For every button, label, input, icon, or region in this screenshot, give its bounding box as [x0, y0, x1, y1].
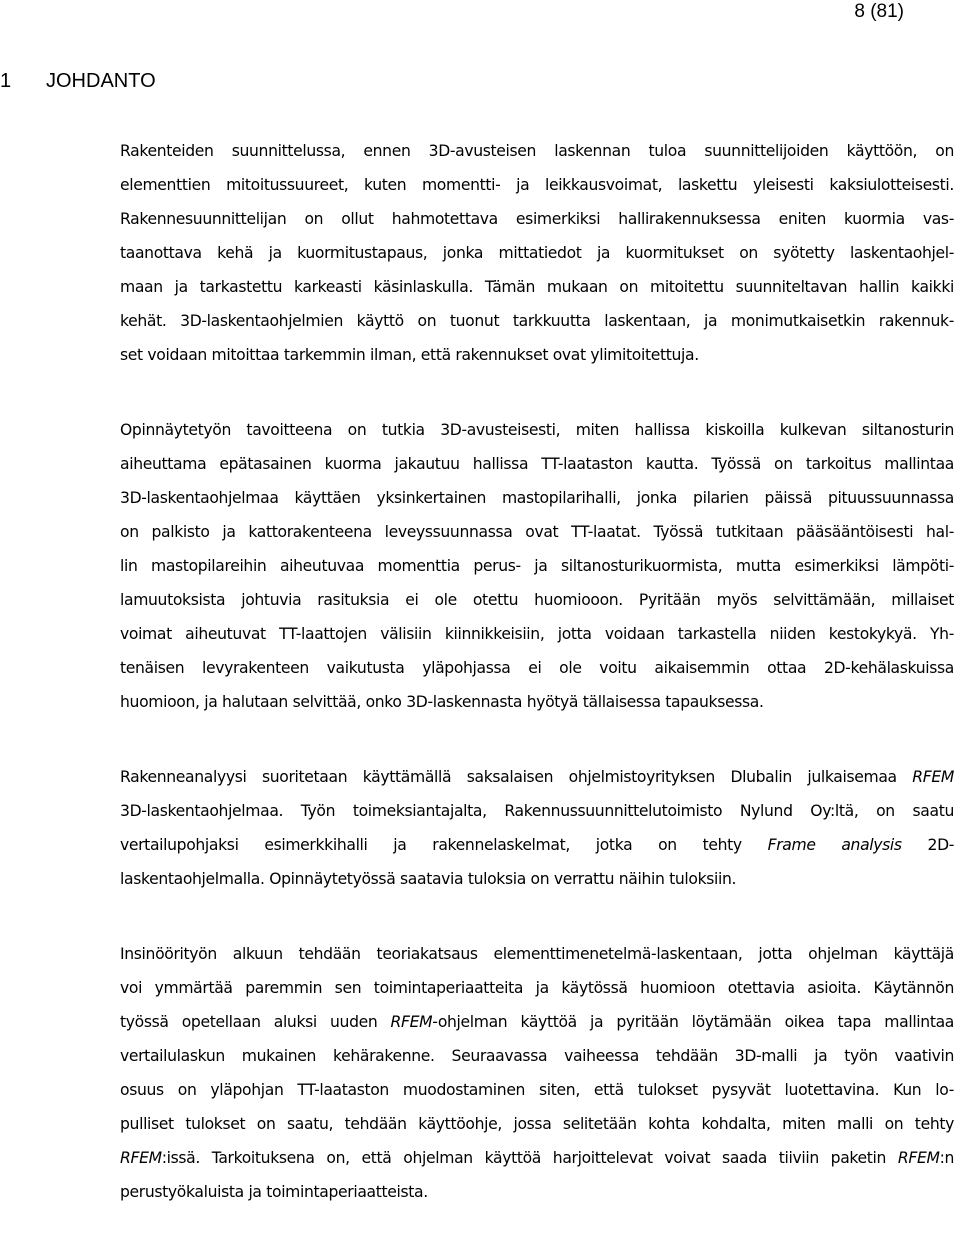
text-line — [120, 760, 954, 794]
text-run: voi ymmärtää paremmin sen toimintaperiaatteita ja käytössä huomioon otettavia asioita. Käytännön — [120, 979, 954, 997]
text-line — [120, 617, 954, 651]
text-run: elementtien mitoitussuureet, kuten momentti- ja leikkausvoimat, laskettu yleisesti kaksiulotteisesti. — [120, 176, 954, 194]
text-run: perustyökaluista ja toimintaperiaatteista. — [120, 1183, 428, 1201]
text-run: 2D- — [901, 836, 954, 854]
text-line — [120, 304, 954, 338]
text-line — [120, 549, 954, 583]
text-run: set voidaan mitoittaa tarkemmin ilman, että rakennukset ovat ylimitoitettuja. — [120, 346, 699, 364]
text-line — [120, 236, 954, 270]
text-line — [120, 134, 954, 168]
text-run: on palkisto ja kattorakenteena leveyssuunnassa ovat TT-laatat. Työssä tutkitaan pääsääntöisesti hal- — [120, 523, 954, 541]
paragraph — [120, 413, 954, 719]
text-line — [120, 828, 954, 862]
text-run: -ohjelman käyttöä ja pyritään löytämään oikea tapa mallintaa — [432, 1013, 954, 1031]
text-run: :issä. Tarkoituksena on, että ohjelman käyttöä harjoittelevat voivat saada tiiviin paketin — [161, 1149, 898, 1167]
paragraph — [120, 937, 954, 1209]
text-line — [120, 447, 954, 481]
text-run: voimat aiheutuvat TT-laattojen välisiin kiinnikkeisiin, jotta voidaan tarkastella niiden kestokykyä. Yh- — [120, 625, 954, 643]
text-line — [120, 338, 954, 372]
text-line — [120, 270, 954, 304]
text-run: taanottava kehä ja kuormitustapaus, jonka mittatiedot ja kuormitukset on syötetty laskentaohjel- — [120, 244, 954, 262]
text-line — [120, 651, 954, 685]
text-run: maan ja tarkastettu karkeasti käsinlaskulla. Tämän mukaan on mitoitettu suunniteltavan hallin kaikki — [120, 278, 954, 296]
text-run: huomioon, ja halutaan selvittää, onko 3D-laskennasta hyötyä tällaisessa tapauksessa. — [120, 693, 764, 711]
text-line — [120, 794, 954, 828]
text-line — [120, 1107, 954, 1141]
text-run: Opinnäytetyön tavoitteena on tutkia 3D-avusteisesti, miten hallissa kiskoilla kulkevan siltanosturin — [120, 421, 954, 439]
text-run: :n — [939, 1149, 954, 1167]
text-run: osuus on yläpohjan TT-laataston muodostaminen siten, että tulokset pysyvät luotettavina. Kun lo- — [120, 1081, 954, 1099]
text-line — [120, 937, 954, 971]
chapter-number: 1 — [0, 70, 12, 92]
italic-term: RFEM — [897, 1149, 940, 1167]
italic-term: Frame analysis — [767, 836, 902, 854]
text-run: laskentaohjelmalla. Opinnäytetyössä saatavia tuloksia on verrattu näihin tuloksiin. — [120, 870, 737, 888]
text-line — [120, 1073, 954, 1107]
text-line — [120, 168, 954, 202]
text-line — [120, 1005, 954, 1039]
text-line — [120, 481, 954, 515]
text-line — [120, 1141, 954, 1175]
text-line — [120, 583, 954, 617]
text-run: vertailulaskun mukainen kehärakenne. Seuraavassa vaiheessa tehdään 3D-malli ja työn vaativin — [120, 1047, 954, 1065]
text-line — [120, 515, 954, 549]
text-line — [120, 413, 954, 447]
chapter-heading — [0, 68, 156, 94]
text-run: työssä opetellaan aluksi uuden — [120, 1013, 391, 1031]
text-line — [120, 971, 954, 1005]
text-run: lin mastopilareihin aiheutuvaa momenttia perus- ja siltanosturikuormista, mutta esimerkiksi lämpöti- — [120, 557, 954, 575]
text-run: tenäisen levyrakenteen vaikutusta yläpohjassa ei ole voitu aikaisemmin ottaa 2D-kehälaskuissa — [120, 659, 954, 677]
text-run: aiheuttama epätasainen kuorma jakautuu hallissa TT-laataston kautta. Työssä on tarkoitus mallintaa — [120, 455, 954, 473]
text-run: Rakenteiden suunnittelussa, ennen 3D-avusteisen laskennan tuloa suunnittelijoiden käyttöön, on — [120, 142, 954, 160]
text-line — [120, 202, 954, 236]
text-line — [120, 1175, 954, 1209]
italic-term: RFEM — [912, 768, 954, 786]
paragraph — [120, 134, 954, 372]
text-line — [120, 1039, 954, 1073]
italic-term: RFEM — [120, 1149, 162, 1167]
body-text — [120, 134, 954, 1250]
text-run: vertailupohjaksi esimerkkihalli ja rakennelaskelmat, jotka on tehty — [120, 836, 768, 854]
text-run: Rakenneanalyysi suoritetaan käyttämällä saksalaisen ohjelmistoyrityksen Dlubalin julkaisemaa — [120, 768, 913, 786]
text-run: 3D-laskentaohjelmaa. Työn toimeksiantajalta, Rakennussuunnittelutoimisto Nylund Oy:ltä, on saatu — [120, 802, 954, 820]
text-run: lamuutoksista johtuvia rasituksia ei ole otettu huomiooon. Pyritään myös selvittämään, millaiset — [120, 591, 954, 609]
text-line — [120, 862, 954, 896]
text-run: Insinöörityön alkuun tehdään teoriakatsaus elementtimenetelmä-laskentaan, jotta ohjelman käyttäjä — [120, 945, 954, 963]
text-run: kehät. 3D-laskentaohjelmien käyttö on tuonut tarkkuutta laskentaan, ja monimutkaisetkin rakennuk- — [120, 312, 954, 330]
text-run: pulliset tulokset on saatu, tehdään käyttöohje, jossa selitetään kohta kohdalta, miten malli on tehty — [120, 1115, 954, 1133]
text-run: 3D-laskentaohjelmaa käyttäen yksinkertainen mastopilarihalli, jonka pilarien päissä pituussuunnassa — [120, 489, 954, 507]
chapter-title: JOHDANTO — [46, 70, 156, 92]
italic-term: RFEM — [390, 1013, 433, 1031]
page-number: 8 (81) — [854, 1, 904, 22]
paragraph — [120, 760, 954, 896]
text-line — [120, 685, 954, 719]
text-run: Rakennesuunnittelijan on ollut hahmotettava esimerkiksi hallirakennuksessa eniten kuormia vas- — [120, 210, 954, 228]
